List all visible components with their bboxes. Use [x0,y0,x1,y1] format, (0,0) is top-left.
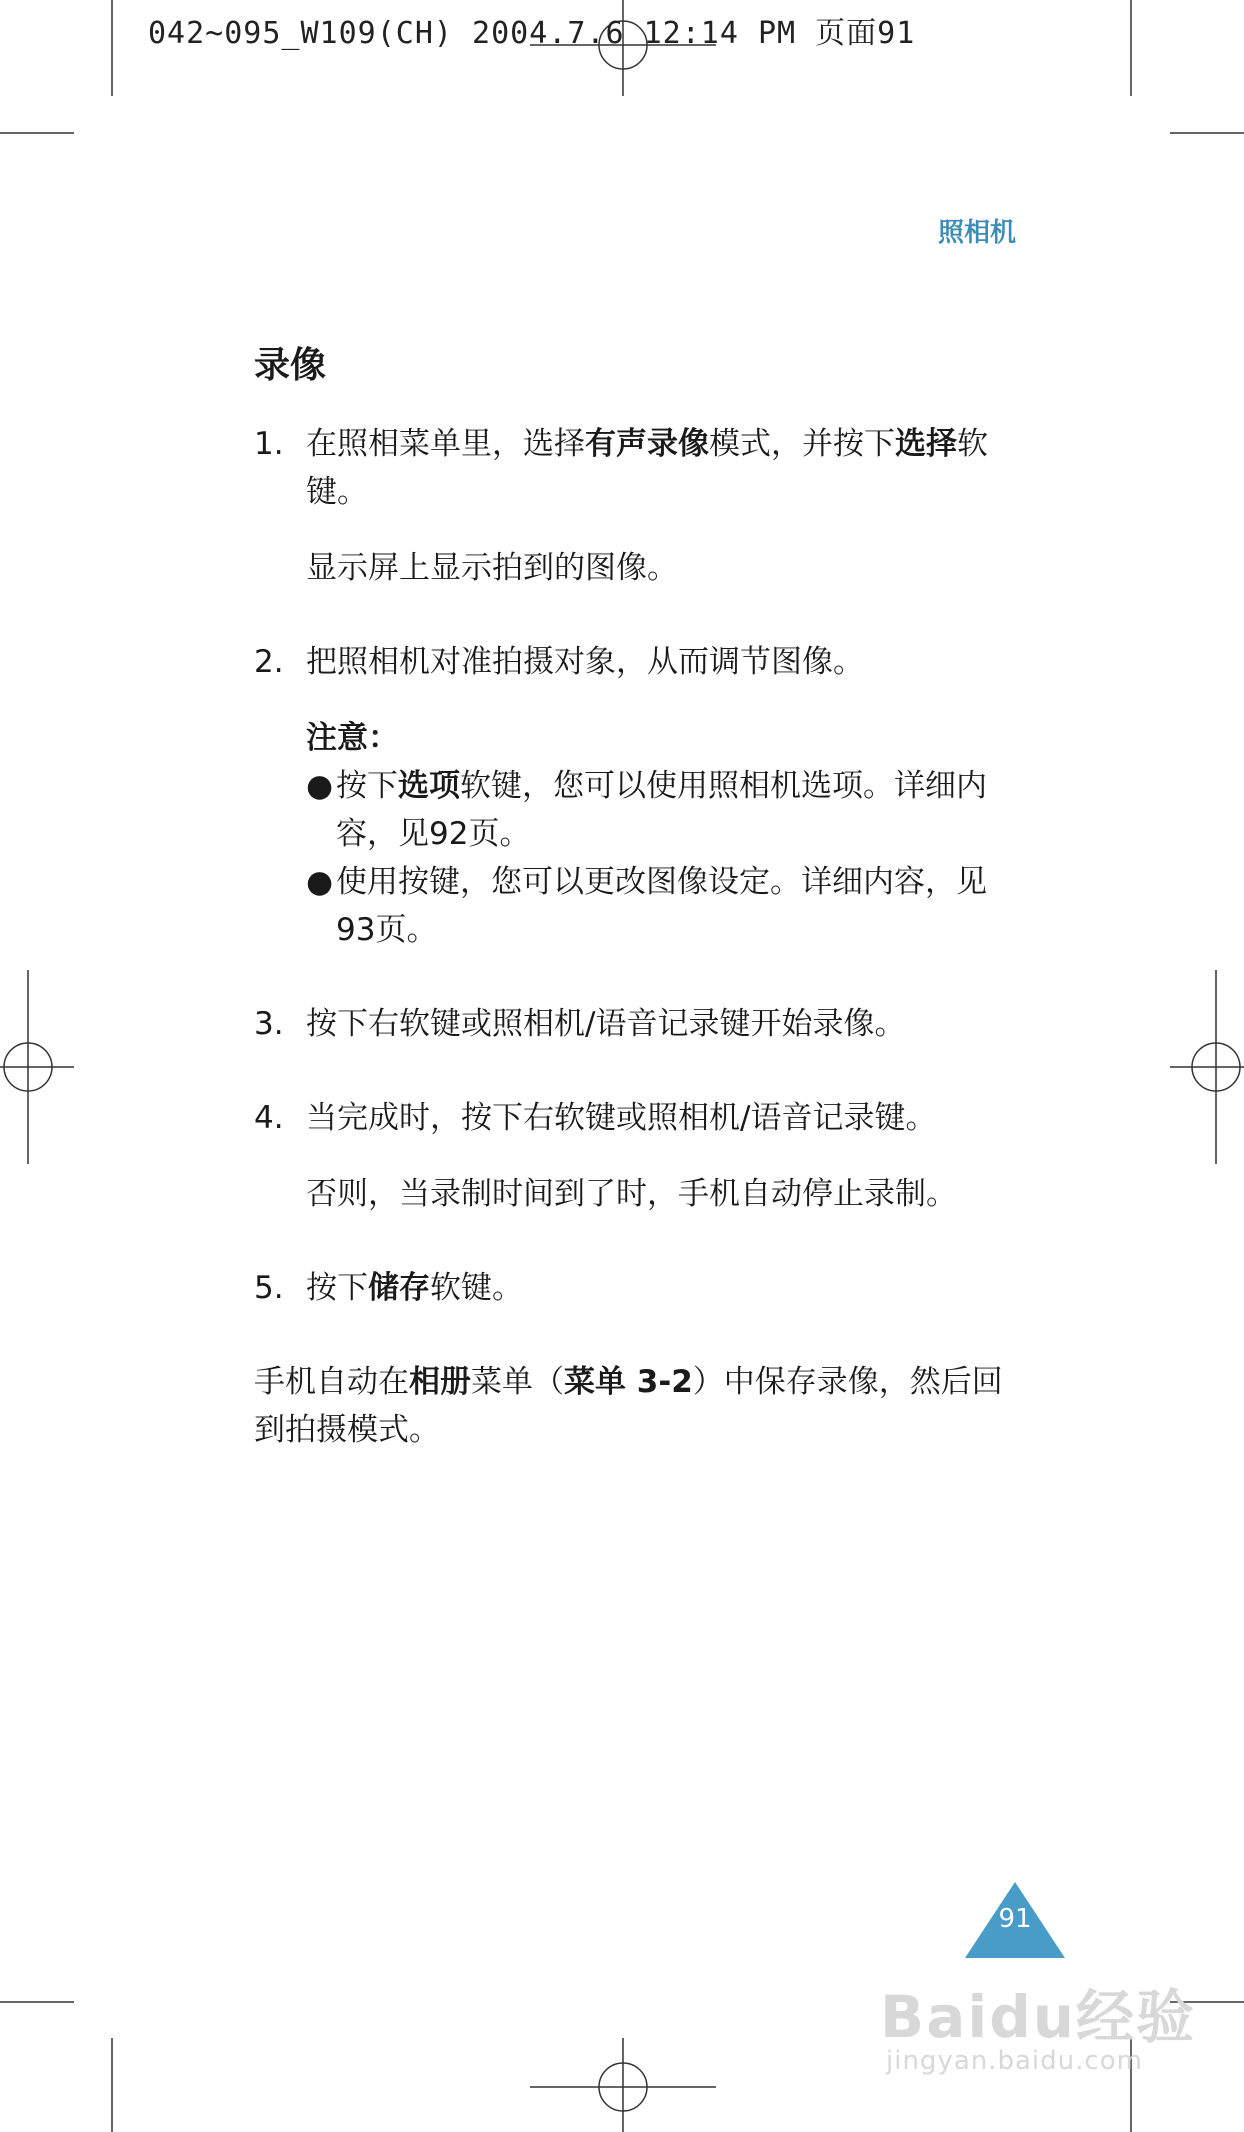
bullet-icon: ● [306,864,334,900]
note-bullet [306,858,1014,954]
menu-ref: 菜单 3-2 [564,1364,693,1400]
text-run: 软键。 [306,426,988,510]
step-number: 4. [254,1100,284,1136]
step-1 [254,420,1014,516]
menu-term: 有声录像 [585,426,709,462]
page-content [254,338,1014,1454]
step-4 [254,1094,1014,1142]
softkey-term: 选项 [398,768,460,804]
step-text: 把照相机对准拍摄对象，从而调节图像。 [306,644,864,680]
text-run: ）中保存录像，然后回到拍摄模式。 [254,1364,1003,1448]
note-block [254,714,1014,954]
softkey-term: 选择 [895,426,957,462]
step-number: 3. [254,1006,284,1042]
step-3 [254,1000,1014,1048]
step-number: 5. [254,1270,284,1306]
watermark-url: jingyan.baidu.com [886,2046,1143,2076]
text-run: 使用按键，您可以更改图像设定。详细内容，见93页。 [336,864,987,948]
softkey-term: 储存 [368,1270,430,1306]
step-text: 当完成时，按下右软键或照相机/语音记录键。 [306,1100,937,1136]
text-run: 按下 [306,1270,368,1306]
menu-term: 相册 [409,1364,471,1400]
note-bullet [306,762,1014,858]
closing-paragraph [254,1358,1014,1454]
step-text [306,1270,523,1306]
note-title: 注意： [306,720,399,756]
text-run: 软键。 [430,1270,523,1306]
text-run: 手机自动在 [254,1364,409,1400]
step-2 [254,638,1014,686]
step-5 [254,1264,1014,1312]
bullet-icon: ● [306,768,334,804]
step-text [306,426,988,510]
watermark-logo: Baidu经验 [880,1983,1197,2051]
text-run: 模式，并按下 [709,426,895,462]
page-number: 91 [998,1904,1032,1934]
section-title: 录像 [254,345,327,386]
step-4-note: 否则，当录制时间到了时，手机自动停止录制。 [306,1176,957,1212]
text-run: 在照相菜单里，选择 [306,426,585,462]
text-run: 菜单（ [471,1364,564,1400]
print-slug: 042~095_W109(CH) 2004.7.6 12:14 PM 页面91 [148,16,916,51]
step-number: 2. [254,644,284,680]
step-1-note: 显示屏上显示拍到的图像。 [306,550,678,586]
running-head: 照相机 [937,218,1016,248]
text-run: 按下 [336,768,398,804]
step-text: 按下右软键或照相机/语音记录键开始录像。 [306,1006,906,1042]
step-number: 1. [254,426,284,462]
text-run: 软键，您可以使用照相机选项。详细内容，见92页。 [336,768,987,852]
